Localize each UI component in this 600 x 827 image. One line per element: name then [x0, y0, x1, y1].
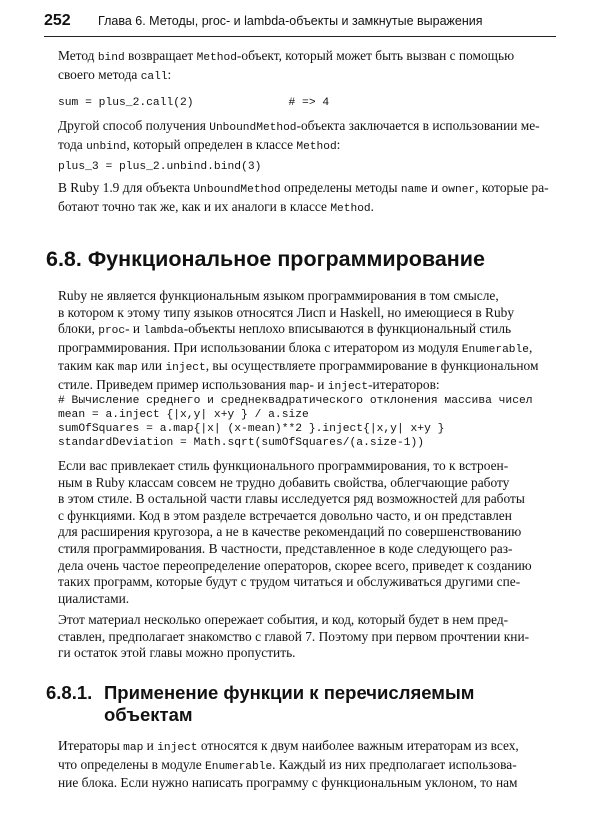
- inline-code: Enumerable: [205, 760, 273, 773]
- text-line: [58, 305, 558, 322]
- text-run: -объекта заключается в использовании ме-: [296, 118, 540, 133]
- text-line: [58, 491, 558, 508]
- inline-code: Method: [330, 202, 371, 215]
- inline-code: map: [123, 742, 144, 754]
- text-run: что определены в модуле: [58, 756, 206, 772]
- text-run: таким как: [58, 358, 118, 374]
- inline-code: map: [289, 380, 310, 393]
- text-line: [58, 558, 558, 575]
- section-paragraph-2: [58, 458, 558, 607]
- text-line: [58, 48, 558, 67]
- inline-code: lambda: [143, 325, 184, 338]
- text-line: [58, 524, 558, 541]
- text-run: - и: [309, 376, 328, 392]
- text-run: с функциями. Код в этом разделе встречается довольно часто, и он представлен: [58, 507, 512, 523]
- text-line: [58, 574, 558, 591]
- text-run: :: [336, 136, 341, 152]
- intro-paragraph-2: [58, 118, 558, 155]
- text-run: , вы осуществляете программирование в функциональном: [205, 358, 539, 374]
- subsection-title-line-1: Применение функции к перечисляемым: [104, 682, 475, 703]
- text-line: [58, 137, 558, 156]
- code-line: mean = a.inject {|x,y| x+y } / a.size: [58, 409, 309, 421]
- inline-code: map: [117, 362, 138, 375]
- text-run: .: [370, 198, 374, 214]
- text-line: [58, 118, 558, 137]
- text-line: [58, 199, 558, 218]
- text-line: [58, 458, 558, 475]
- inline-code: inject: [157, 742, 198, 754]
- text-run: Если вас привлекает стиль функционального программирования, то к встроен-: [58, 458, 509, 473]
- inline-code: inject: [165, 362, 206, 375]
- intro-paragraph-1: [58, 48, 558, 85]
- text-run: возвращает: [124, 48, 197, 63]
- text-run: тода: [58, 136, 87, 152]
- text-run: блоки,: [58, 321, 99, 337]
- text-run: Метод: [58, 48, 98, 63]
- text-line: [58, 629, 558, 646]
- text-line: [58, 508, 558, 525]
- page-number: 252: [44, 12, 71, 29]
- code-line: sumOfSquares = a.map{|x| (x-mean)**2 }.inject{|x,y| x+y }: [58, 423, 445, 435]
- text-run: для расширения кругозора, а не в качестве рекомендаций по совершенствованию: [58, 524, 522, 540]
- inline-code: bind: [97, 52, 125, 64]
- text-run: и: [427, 180, 442, 195]
- inline-code: Method: [196, 52, 237, 64]
- subsection-number: 6.8.1.: [46, 682, 93, 703]
- text-line: [58, 358, 558, 377]
- inline-code: unbind: [86, 140, 127, 153]
- text-run: В Ruby 1.9 для объекта: [58, 180, 194, 195]
- text-run: - и: [125, 321, 144, 337]
- text-line: [58, 321, 558, 340]
- text-run: ние блока. Если нужно написать программу с функциональным уклоном, то нам: [58, 775, 518, 791]
- text-run: в этом стиле. В остальной части главы исследуется ряд возможностей для работы: [58, 491, 525, 507]
- code-mean-stddev: [58, 394, 558, 450]
- text-run: или: [137, 358, 166, 374]
- subsection-heading: [46, 682, 474, 726]
- section-paragraph-3: [58, 612, 558, 662]
- section-heading: 6.8. Функциональное программирование: [46, 247, 485, 271]
- inline-code: UnboundMethod: [193, 184, 281, 196]
- text-line: [58, 288, 558, 305]
- inline-code: call: [140, 70, 168, 83]
- text-line: [58, 340, 558, 359]
- text-line: [58, 180, 558, 199]
- text-line: [58, 591, 558, 608]
- text-run: стиля программирования. В частности, представленное в коде следующего раз-: [58, 540, 513, 556]
- text-line: [58, 475, 558, 492]
- text-line: [58, 645, 558, 662]
- code-call-example: sum = plus_2.call(2) # => 4: [58, 97, 330, 109]
- inline-code: Enumerable: [461, 343, 529, 356]
- code-line: standardDeviation = Math.sqrt(sumOfSquares/(a.size-1)): [58, 437, 425, 449]
- text-line: [58, 377, 558, 396]
- text-line: [58, 775, 558, 792]
- text-run: -объекты неплохо вписываются в функциональный стиль: [183, 321, 512, 337]
- text-run: ставлен, предполагает знакомство с главой 7. Поэтому при первом прочтении кни-: [58, 628, 530, 644]
- text-run: ,: [528, 339, 533, 355]
- section-paragraph-1: [58, 288, 558, 396]
- text-run: и: [143, 738, 158, 753]
- text-run: -итераторов:: [368, 376, 440, 392]
- text-run: Ruby не является функциональным языком программирования в том смысле,: [58, 288, 499, 303]
- code-line: # Вычисление среднего и среднеквадратического отклонения массива чисел: [58, 395, 533, 407]
- chapter-title: Глава 6. Методы, proc- и lambda-объекты и замкнутые выражения: [98, 14, 483, 28]
- text-run: своего метода: [58, 66, 141, 82]
- text-run: относятся к двум наиболее важным итераторам из всех,: [197, 738, 519, 753]
- text-line: [58, 757, 558, 776]
- code-unbind-example: plus_3 = plus_2.unbind.bind(3): [58, 161, 262, 173]
- text-run: определены методы: [280, 180, 401, 195]
- text-run: Этот материал несколько опережает события, и код, который будет в нем пред-: [58, 612, 509, 627]
- text-run: дела очень частое переопределение операторов, скорее всего, приведет к созданию: [58, 557, 532, 573]
- text-run: таких программ, которые будут с трудом читаться и обслуживаться другими спе-: [58, 574, 521, 590]
- text-run: :: [167, 66, 172, 82]
- text-run: , который определен в классе: [126, 136, 297, 152]
- text-run: . Каждый из них предполагает использова-: [272, 756, 517, 772]
- text-run: в котором к этому типу языков относятся Лисп и Haskell, но имеющиеся в Ruby: [58, 304, 515, 320]
- text-run: ботают точно так же, как и их аналоги в классе: [58, 198, 331, 214]
- inline-code: proc: [98, 325, 126, 338]
- inline-code: owner: [441, 184, 476, 196]
- inline-code: name: [400, 184, 428, 196]
- inline-code: UnboundMethod: [209, 122, 297, 134]
- text-line: [58, 738, 558, 757]
- text-line: [58, 612, 558, 629]
- subsection-paragraph-1: [58, 738, 558, 792]
- intro-paragraph-3: [58, 180, 558, 217]
- text-line: [58, 541, 558, 558]
- text-run: стиле. Приведем пример использования: [58, 376, 290, 392]
- inline-code: Method: [296, 140, 337, 153]
- text-run: -объект, который может быть вызван с помощью: [236, 48, 515, 63]
- text-run: ги остаток этой главы можно пропустить.: [58, 645, 296, 661]
- text-run: Другой способ получения: [58, 118, 210, 133]
- text-run: , которые ра-: [475, 180, 549, 195]
- running-header: [44, 12, 556, 37]
- subsection-title-line-2: объектам: [104, 704, 193, 725]
- text-run: Итераторы: [58, 738, 124, 753]
- text-run: ным в Ruby классам совсем не трудно добавить свойства, облегчающие работу: [58, 474, 510, 490]
- text-run: программирования. При использовании блока с итератором из модуля: [58, 339, 462, 355]
- text-run: циалистами.: [58, 590, 130, 606]
- inline-code: inject: [327, 380, 369, 393]
- text-line: [58, 67, 558, 86]
